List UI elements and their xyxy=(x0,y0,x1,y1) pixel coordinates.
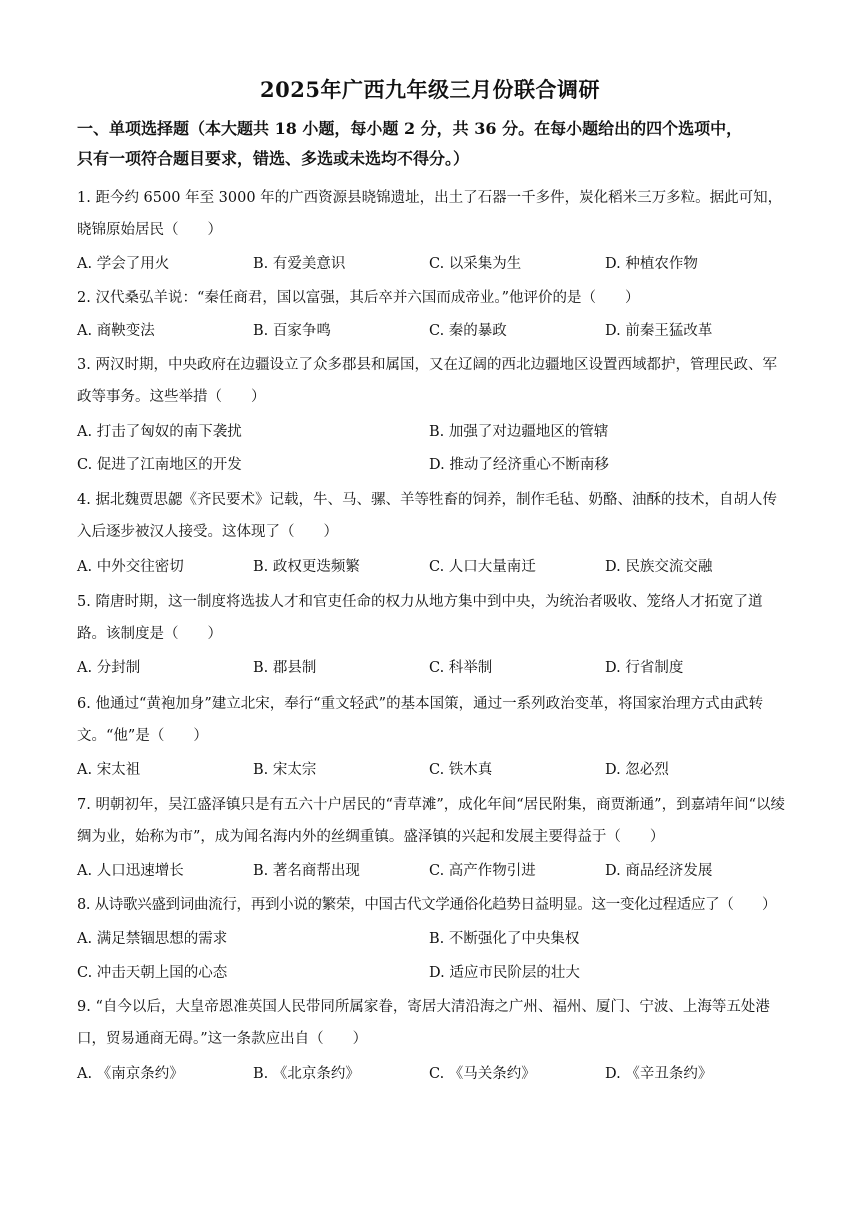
question-1-options xyxy=(77,248,797,280)
option-a: A. 宋太祖 xyxy=(77,762,141,778)
option-a: A. 中外交往密切 xyxy=(77,559,184,575)
option-c: C. 秦的暴政 xyxy=(429,323,507,339)
option-c: C. 科举制 xyxy=(429,660,493,676)
question-5-options xyxy=(77,652,797,684)
option-a: A. 满足禁锢思想的需求 xyxy=(77,931,228,947)
section-heading-line-2: 只有一项符合题目要求，错选、多选或未选均不得分。） xyxy=(77,149,470,168)
option-b: B. 政权更迭频繁 xyxy=(253,559,360,575)
option-b: B. 有爱美意识 xyxy=(253,256,346,272)
option-c: C. 以采集为生 xyxy=(429,256,522,272)
question-1-stem: 1. 距今约 6500 年至 3000 年的广西资源县晓锦遗址，出土了石器一千多件，炭化稻米三万多粒。据此可知，晓锦原始居民（ ） xyxy=(77,190,783,238)
question-5-stem: 5. 隋唐时期，这一制度将选拔人才和官吏任命的权力从地方集中到中央，为统治者吸收、笼络人才拓宽了道路。该制度是（ ） xyxy=(77,594,763,642)
option-a: A. 打击了匈奴的南下袭扰 xyxy=(77,424,242,440)
question-4-options xyxy=(77,551,797,583)
option-a: A. 学会了用火 xyxy=(77,256,170,272)
question-4-stem: 4. 据北魏贾思勰《齐民要术》记载，牛、马、骡、羊等牲畜的饲养，制作毛毡、奶酪、油酥的技术，自胡人传入后逐步被汉人接受。这体现了（ ） xyxy=(77,492,777,540)
option-c: C. 冲击天朝上国的心态 xyxy=(77,965,228,981)
option-c: C. 《马关条约》 xyxy=(429,1066,536,1082)
question-3-options-row-1 xyxy=(77,416,797,448)
question-3-stem: 3. 两汉时期，中央政府在边疆设立了众多郡县和属国，又在辽阔的西北边疆地区设置西域都护，管理民政、军政等事务。这些举措（ ） xyxy=(77,357,777,405)
option-b: B. 宋太宗 xyxy=(253,762,317,778)
question-7-options xyxy=(77,855,797,887)
question-3-options-row-2 xyxy=(77,449,797,481)
option-b: B. 著名商帮出现 xyxy=(253,863,360,879)
question-9-options xyxy=(77,1058,797,1090)
option-c: C. 人口大量南迁 xyxy=(429,559,536,575)
option-d: D. 民族交流交融 xyxy=(605,559,713,575)
option-d: D. 种植农作物 xyxy=(605,256,698,272)
option-d: D. 行省制度 xyxy=(605,660,684,676)
option-d: D. 推动了经济重心不断南移 xyxy=(429,457,609,473)
option-c: C. 促进了江南地区的开发 xyxy=(77,457,242,473)
option-b: B. 郡县制 xyxy=(253,660,317,676)
question-6-stem: 6. 他通过“黄袍加身”建立北宋，奉行“重文轻武”的基本国策，通过一系列政治变革，将国家治理方式由武转文。“他”是（ ） xyxy=(77,696,764,744)
option-b: B. 百家争鸣 xyxy=(253,323,331,339)
option-d: D. 商品经济发展 xyxy=(605,863,713,879)
question-8-options-row-1 xyxy=(77,923,797,955)
question-2-options xyxy=(77,315,797,347)
option-a: A. 《南京条约》 xyxy=(77,1066,184,1082)
option-b: B. 不断强化了中央集权 xyxy=(429,931,580,947)
question-8-stem: 8. 从诗歌兴盛到词曲流行，再到小说的繁荣，中国古代文学通俗化趋势日益明显。这一变化过程适应了（ ） xyxy=(77,897,777,913)
question-7-stem: 7. 明朝初年，吴江盛泽镇只是有五六十户居民的“青草滩”，成化年间“居民附集，商贾渐通”，到嘉靖年间“以绫绸为业，始称为市”，成为闻名海内外的丝绸重镇。盛泽镇的兴起和发展主要得益于（ ） xyxy=(77,797,786,845)
option-d: D. 前秦王猛改革 xyxy=(605,323,713,339)
section-heading-line-1: 一、单项选择题（本大题共 18 小题，每小题 2 分，共 36 分。在每小题给出的四个选项中， xyxy=(77,119,743,138)
option-a: A. 人口迅速增长 xyxy=(77,863,184,879)
option-b: B. 《北京条约》 xyxy=(253,1066,360,1082)
option-c: C. 高产作物引进 xyxy=(429,863,536,879)
option-b: B. 加强了对边疆地区的管辖 xyxy=(429,424,609,440)
question-9-stem: 9. “自今以后，大皇帝恩准英国人民带同所属家眷，寄居大清沿海之广州、福州、厦门、宁波、上海等五处港口，贸易通商无碍。”这一条款应出自（ ） xyxy=(77,999,770,1047)
question-6-options xyxy=(77,754,797,786)
exam-title: 2025年广西九年级三月份联合调研 xyxy=(260,77,600,102)
option-a: A. 商鞅变法 xyxy=(77,323,155,339)
question-2-stem: 2. 汉代桑弘羊说：“秦任商君，国以富强，其后卒并六国而成帝业。”他评价的是（ ） xyxy=(77,290,640,306)
option-a: A. 分封制 xyxy=(77,660,141,676)
option-c: C. 铁木真 xyxy=(429,762,493,778)
option-d: D. 《辛丑条约》 xyxy=(605,1066,713,1082)
question-8-options-row-2 xyxy=(77,957,797,989)
option-d: D. 忽必烈 xyxy=(605,762,669,778)
option-d: D. 适应市民阶层的壮大 xyxy=(429,965,580,981)
